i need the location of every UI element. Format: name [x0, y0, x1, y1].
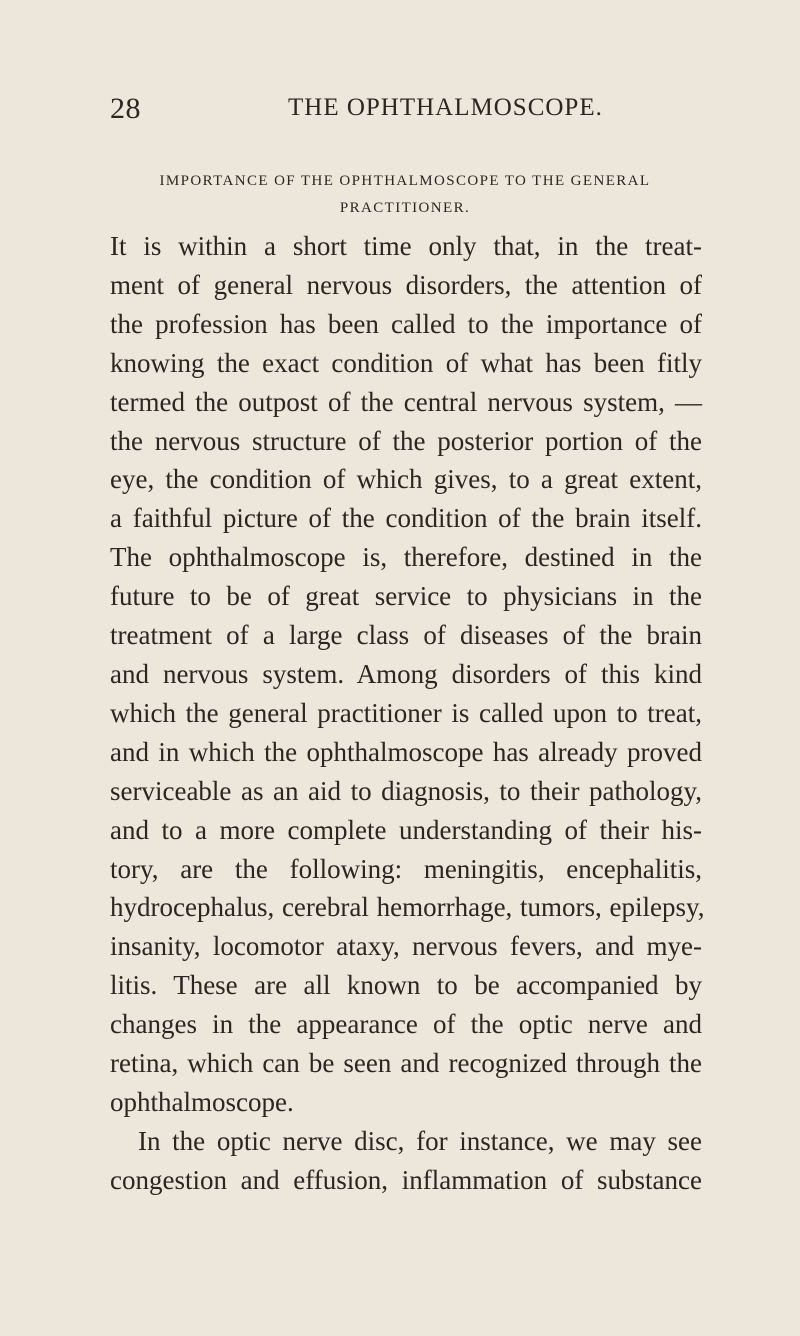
text-line: The ophthalmoscope is, therefore, destined in the	[110, 542, 702, 573]
text-line: and in which the ophthalmoscope has already proved	[110, 736, 702, 767]
section-heading-line-2: PRACTITIONER.	[339, 200, 471, 216]
text-line: termed the outpost of the central nervous system, —	[110, 386, 702, 417]
text-line: the profession has been called to the importance of	[110, 308, 702, 339]
text-line: insanity, locomotor ataxy, nervous fevers, and mye-	[110, 931, 702, 962]
text-line: ophthalmoscope.	[110, 1086, 294, 1117]
text-line: treatment of a large class of diseases of the brain	[110, 620, 702, 651]
running-head	[110, 92, 670, 132]
body-text	[110, 227, 705, 1200]
text-line: knowing the exact condition of what has been fitly	[110, 347, 702, 378]
text-line: It is within a short time only that, in the treat-	[110, 231, 702, 261]
text-line: and nervous system. Among disorders of this kind	[110, 658, 702, 689]
text-line: In the optic nerve disc, for instance, we may see	[138, 1125, 702, 1156]
text-line: future to be of great service to physicians in the	[110, 581, 702, 612]
text-line: a faithful picture of the condition of the brain itself.	[110, 503, 702, 534]
text-line: tory, are the following: meningitis, encephalitis,	[110, 853, 702, 884]
text-line: ment of general nervous disorders, the attention of	[110, 269, 702, 300]
text-line: the nervous structure of the posterior portion of the	[110, 425, 702, 456]
text-line: litis. These are all known to be accompanied by	[110, 970, 702, 1001]
text-line: changes in the appearance of the optic nerve and	[110, 1009, 702, 1040]
running-title: THE OPHTHALMOSCOPE.	[288, 94, 603, 121]
text-line: serviceable as an aid to diagnosis, to their pathology,	[110, 775, 702, 806]
text-line: retina, which can be seen and recognized through the	[110, 1048, 702, 1079]
section-heading	[110, 168, 700, 222]
text-line: congestion and effusion, inflammation of substance	[110, 1164, 702, 1195]
text-line: and to a more complete understanding of their his-	[110, 814, 702, 845]
text-line: eye, the condition of which gives, to a great extent,	[110, 464, 702, 495]
section-heading-line-1: IMPORTANCE OF THE OPHTHALMOSCOPE TO THE GENERAL	[159, 173, 651, 189]
text-line: hydrocephalus, cerebral hemorrhage, tumors, epilepsy,	[110, 892, 705, 923]
text-line: which the general practitioner is called upon to treat,	[110, 697, 702, 728]
page-number: 28	[110, 92, 141, 125]
